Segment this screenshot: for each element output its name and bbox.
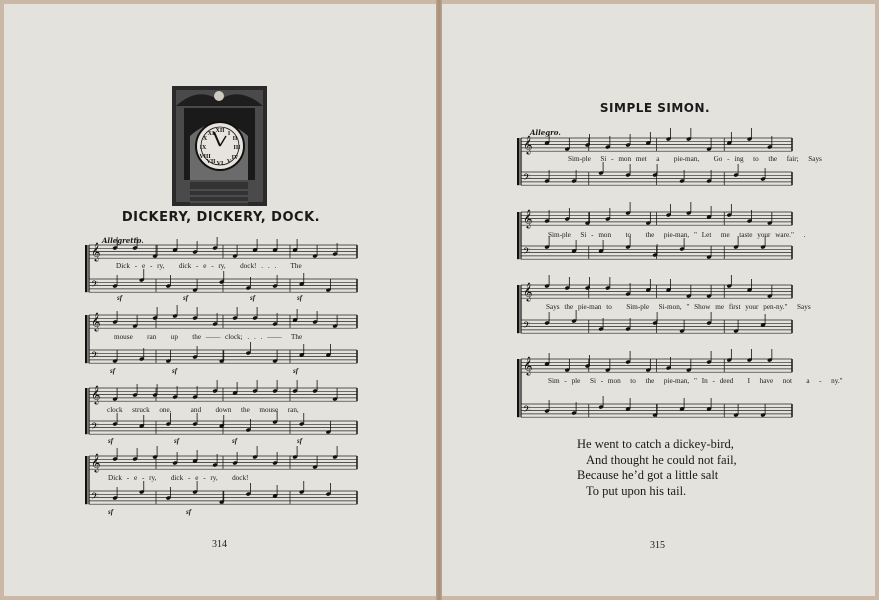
system-brace	[85, 245, 88, 292]
treble-clef-icon: 𝄞	[91, 312, 101, 331]
bass-clef-icon: 𝄢	[523, 246, 531, 259]
bass-clef-icon: 𝄢	[91, 491, 99, 504]
left-lyrics-line-3: clock struck one, and down the mouse ran,	[107, 406, 299, 414]
dynamic-sf: sf	[110, 367, 116, 375]
svg-text:XI: XI	[207, 131, 215, 137]
dynamic-sf: sf	[250, 294, 256, 302]
dynamic-sf: sf	[108, 508, 114, 516]
dynamic-sf: sf	[117, 294, 123, 302]
dynamic-sf: sf	[174, 437, 180, 445]
svg-text:I: I	[227, 131, 231, 137]
dynamic-sf: sf	[172, 367, 178, 375]
left-lyrics-line-1: Dick - e - ry, dick - e - ry, dock! . . . The	[116, 262, 302, 270]
svg-text:VII: VII	[206, 159, 216, 165]
bass-clef-icon: 𝄢	[523, 320, 531, 333]
dynamic-sf: sf	[293, 367, 299, 375]
treble-clef-icon: 𝄞	[91, 453, 101, 472]
system-brace	[517, 285, 520, 333]
verse-text	[577, 437, 737, 499]
treble-clef-icon: 𝄞	[91, 385, 101, 404]
treble-clef-icon: 𝄞	[523, 135, 533, 154]
svg-text:X: X	[202, 136, 208, 142]
right-page-title: SIMPLE SIMON.	[599, 101, 711, 115]
system-brace	[517, 212, 520, 259]
verse-line: And thought he could not fail,	[586, 452, 737, 467]
right-page-number: 315	[650, 540, 665, 551]
left-page-number: 314	[212, 539, 227, 550]
system-brace	[85, 456, 88, 504]
treble-clef-icon: 𝄞	[523, 356, 533, 375]
system-brace	[85, 315, 88, 363]
right-lyrics-line-1: Sim-ple Si - mon met a pie-man, Go - ing to the fair; Says	[568, 155, 822, 163]
left-lyrics-line-4: Dick - e - ry, dick - e - ry, dock!	[108, 474, 249, 482]
verse-line: To put upon his tail.	[586, 483, 687, 498]
svg-text:IX: IX	[199, 145, 207, 151]
bass-clef-icon: 𝄢	[91, 421, 99, 434]
dynamic-sf: sf	[183, 294, 189, 302]
treble-clef-icon: 𝄞	[523, 209, 533, 228]
right-lyrics-line-4: Sim - ple Si - mon to the pie-man, " In - deed I have not a - ny."	[548, 377, 843, 385]
verse-line: Because he’d got a little salt	[577, 468, 719, 482]
bass-clef-icon: 𝄢	[91, 350, 99, 363]
dynamic-sf: sf	[297, 437, 303, 445]
svg-text:V: V	[226, 159, 232, 165]
bass-clef-icon: 𝄢	[91, 279, 99, 292]
verse-line: He went to catch a dickey-bird,	[577, 437, 734, 451]
left-tempo-marking: Allegretto.	[102, 236, 144, 245]
treble-clef-icon: 𝄞	[91, 242, 101, 261]
right-lyrics-line-3: Says the pie-man to Sim-ple Si-mon, " Show me first your pen-ny." Says	[546, 303, 811, 311]
bass-clef-icon: 𝄢	[523, 404, 531, 417]
right-lyrics-line-2: Sim-ple Si - mon to the pie-man, " Let me taste your ware." .	[548, 231, 806, 239]
treble-clef-icon: 𝄞	[523, 282, 533, 301]
system-brace	[85, 388, 88, 434]
dynamic-sf: sf	[232, 437, 238, 445]
svg-text:VIII: VIII	[199, 154, 211, 160]
left-page-title: DICKERY, DICKERY, DOCK.	[121, 210, 321, 225]
right-tempo-marking: Allegro.	[530, 128, 561, 137]
dynamic-sf: sf	[186, 508, 192, 516]
dynamic-sf: sf	[297, 294, 303, 302]
bass-clef-icon: 𝄢	[523, 172, 531, 185]
svg-text:III: III	[233, 145, 241, 151]
svg-text:VI: VI	[216, 161, 224, 167]
svg-text:XII: XII	[215, 128, 225, 134]
svg-text:II: II	[232, 136, 238, 142]
system-brace	[517, 359, 520, 417]
dynamic-sf: sf	[108, 437, 114, 445]
svg-text:IV: IV	[231, 155, 239, 161]
system-brace	[517, 138, 520, 185]
left-lyrics-line-2: mouse ran up the —— clock; . . . —— The	[114, 333, 303, 341]
